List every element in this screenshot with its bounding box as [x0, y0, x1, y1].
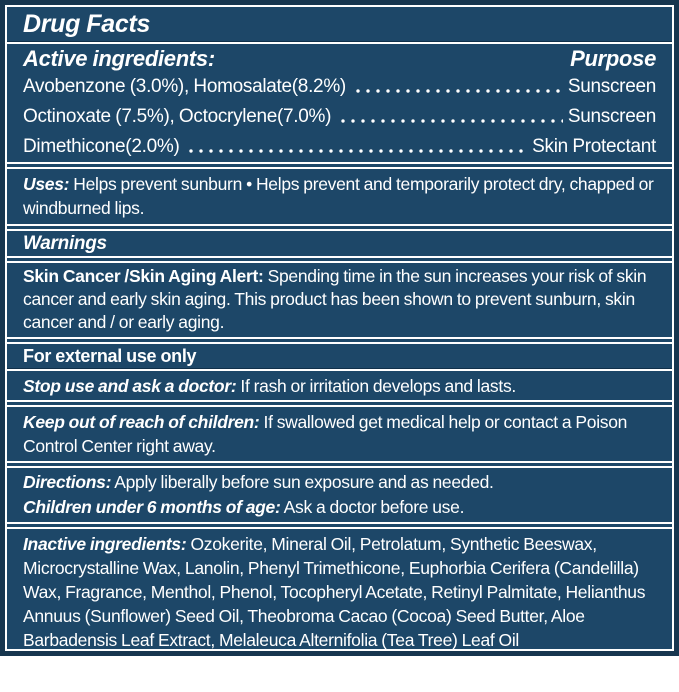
dot-leader	[351, 72, 563, 102]
section-divider-double	[7, 224, 672, 231]
drug-facts-title: Drug Facts	[23, 10, 151, 38]
ingredient-name: Avobenzone (3.0%), Homosalate(8.2%)	[23, 76, 346, 97]
purpose-heading: Purpose	[570, 46, 656, 71]
inactive-ingredients-text: Ozokerite, Mineral Oil, Petrolatum, Synthetic Beeswax, Microcrystalline Wax, Lanolin, Phenyl Trimethicone, Euphorbia Cerifera (Candelilla) Wax, Fragrance, Menthol, Phenol, Tocopheryl Acetate, Retinyl Palmitate, Helianthus Annuus (Sunflower) Seed Oil, Theobroma Cacao (Cocoa) Seed Butter, Aloe Barbadensis Leaf Extract, Melaleuca Alternifolia (Tea Tree) Leaf Oil	[23, 534, 646, 650]
uses-label: Uses:	[23, 174, 70, 194]
children-label: Children under 6 months of age:	[23, 497, 281, 517]
directions-section	[7, 468, 672, 522]
drug-facts-title-bar	[7, 7, 672, 41]
skin-alert-section	[7, 263, 672, 337]
section-divider-double	[7, 656, 672, 663]
ingredient-purpose: Sunscreen	[567, 106, 656, 127]
section-divider-double	[7, 400, 672, 407]
keep-out-label: Keep out of reach of children:	[23, 412, 260, 432]
section-divider-double	[7, 337, 672, 344]
stop-use-label: Stop use and ask a doctor:	[23, 376, 237, 396]
keep-out-section	[7, 407, 672, 461]
drug-facts-label	[5, 5, 674, 688]
section-divider-double	[7, 461, 672, 468]
children-text: Ask a doctor before use.	[283, 497, 465, 517]
uses-section	[7, 169, 672, 224]
active-ingredient-row	[7, 102, 672, 132]
active-ingredient-row	[7, 132, 672, 162]
questions-row	[7, 663, 672, 692]
ingredient-purpose: Skin Protectant	[532, 136, 656, 157]
ingredient-name: Dimethicone(2.0%)	[23, 136, 180, 157]
directions-row	[23, 470, 656, 495]
inactive-ingredients-section	[7, 529, 672, 656]
stop-use-text: If rash or irritation develops and lasts.	[240, 376, 516, 396]
section-divider-double	[7, 522, 672, 529]
ingredient-purpose: Sunscreen	[567, 76, 656, 97]
dot-leader	[184, 132, 527, 162]
keep-out-text: If swallowed get medical help or contact a Poison Control Center right away.	[23, 412, 628, 456]
skin-alert-text: Spending time in the sun increases your risk of skin cancer and early skin aging. This product has been shown to prevent sunburn, skin cancer and / or early aging.	[23, 266, 647, 332]
children-row	[23, 495, 656, 520]
active-ingredients-header	[7, 44, 672, 72]
warnings-heading-row	[7, 231, 672, 256]
section-divider-double	[7, 256, 672, 263]
ingredient-name: Octinoxate (7.5%), Octocrylene(7.0%)	[23, 106, 332, 127]
active-ingredients-heading: Active ingredients:	[23, 46, 215, 71]
active-ingredients-section	[7, 44, 672, 162]
active-ingredient-row	[7, 72, 672, 102]
dot-leader	[336, 102, 563, 132]
external-use-row	[7, 344, 672, 368]
questions-text: QUESTIONS? 1-203-858-2663	[23, 667, 280, 688]
external-use-text: For external use only	[23, 346, 197, 366]
inactive-ingredients-label: Inactive ingredients:	[23, 534, 187, 554]
directions-label: Directions:	[23, 472, 112, 492]
directions-text: Apply liberally before sun exposure and as needed.	[114, 472, 494, 492]
uses-text: Helps prevent sunburn • Helps prevent and temporarily protect dry, chapped or windburned lips.	[23, 174, 654, 218]
section-divider-double	[7, 162, 672, 169]
warnings-heading: Warnings	[23, 233, 107, 254]
skin-alert-label: Skin Cancer /Skin Aging Alert:	[23, 266, 264, 286]
stop-use-section	[7, 371, 672, 400]
